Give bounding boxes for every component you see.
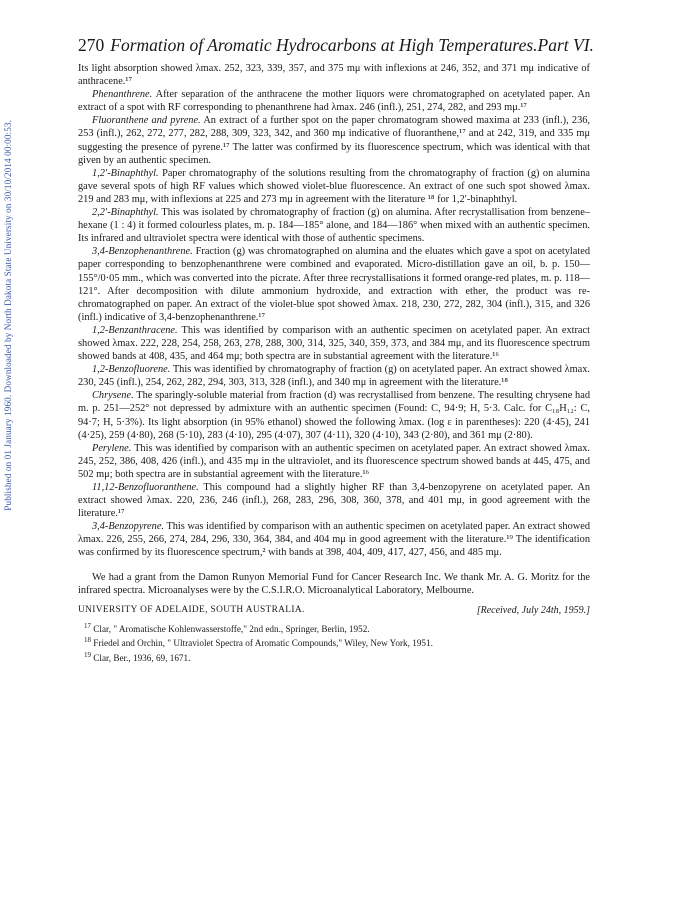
paragraph-benzofluorene: 1,2-Benzofluorene. This was identified by chromatography of fraction (g) on acetylated paper. An extract showed λmax. 230, 245 (infl.), 254, 262, 282, 294, 303, 313, 328 (infl.), and 340 mμ in agreement with the literature.¹⁸	[78, 364, 590, 389]
running-title: Formation of Aromatic Hydrocarbons at High Temperatures.	[110, 35, 538, 55]
paragraph-lead: 11,12-Benzofluoranthene.	[92, 482, 199, 493]
paragraph-anthracene-end: Its light absorption showed λmax. 252, 323, 339, 357, and 375 mμ with inflexions at 246, 352, and 371 mμ indicative of anthracene.¹⁷	[78, 63, 590, 88]
paragraph-benzophenanthrene: 3,4-Benzophenanthrene. Fraction (g) was chromatographed on alumina and the eluates which gave a spot on acetylated paper corresponding to benzophenanthrene were combined and evaporated. Micro-distillation gave an oil, b. p. 150—155°/0·05 mm., which was converted into the picrate. After three recrystallisations it formed orange-red plates, m. p. 118—121°. After decomposition with dilute ammonium hydroxide, and extraction with ether, the product was re-chromatographed on paper. An extract of the violet-blue spot showed λmax. 218, 230, 272, 282, 304 (infl.), 315, and 326 (infl.) indicative of 3,4-benzophenanthrene.¹⁷	[78, 246, 590, 323]
reference-item: $^{18}$ Friedel and Orchin, " Ultraviolet Spectra of Aromatic Compounds," Wiley, New York, 1951.	[84, 636, 433, 649]
references	[78, 621, 590, 664]
paragraph-lead: Perylene.	[92, 442, 132, 454]
paragraph-benzanthracene: 1,2-Benzanthracene. This was identified by comparison with an authentic specimen on acetylated paper. An extract showed λmax. 222, 228, 254, 258, 263, 278, 288, 300, 314, 325, 340, 359, 373, and 384 mμ, and its fluorescence spectrum showed bands at 408, 435, and 464 mμ; both spectra are in substantial agreement with the literature.¹⁶	[78, 324, 590, 363]
acknowledgement: We had a grant from the Damon Runyon Memorial Fund for Cancer Research Inc. We thank Mr. A. G. Moritz for the infrared spectra. Microanalyses were by the C.S.I.R.O. Microanalytical Laboratory, Melbourne.	[78, 571, 590, 596]
paragraph-fluoranthene-pyrene: Fluoranthene and pyrene. An extract of a further spot on the paper chromatogram showed maxima at 233 (infl.), 236, 253 (infl.), 262, 272, 277, 282, 288, 309, 323, 342, and 360 mμ indicative of fluoranthene,¹⁷ and at 242, 319, and 335 mμ suggesting the presence of pyrene.¹⁷ The latter was confirmed by its fluorescence spectrum, which was identical with that given by an authentic specimen.	[78, 115, 591, 166]
paragraph-lead: 1,2-Benzofluorene.	[92, 364, 171, 376]
affiliation-line	[78, 605, 590, 616]
page-number: 270	[78, 35, 105, 55]
paragraph-lead: 2,2′-Binaphthyl.	[92, 207, 159, 219]
paragraph-lead: Fluoranthene and pyrene.	[92, 115, 201, 127]
reference-item: $^{19}$ Clar, Ber., 1936, 69, 1671.	[84, 650, 191, 663]
reference-item: $^{17}$ Clar, " Aromatische Kohlenwasserstoffe," 2nd edn., Springer, Berlin, 1952.	[84, 621, 370, 634]
paragraph-lead: 3,4-Benzophenanthrene.	[92, 246, 193, 258]
paragraph-perylene: Perylene. This was identified by comparison with an authentic specimen on acetylated paper. An extract showed λmax. 245, 252, 386, 408, 426 (infl.), and 435 mμ in the ultraviolet, and its fluorescence spectrum showed bands at 445, 475, and 502 mμ; both spectra are in substantial agreement with the literature.¹⁶	[78, 442, 590, 480]
paragraph-12-binaphthyl: 1,2′-Binaphthyl. Paper chromatography of the solutions resulting from the chromatography of fraction (g) on alumina gave several spots of high RF values which showed violet-blue fluorescence. An extract of one such spot showed λmax. 219 and 283 mμ, with inflexions at 225 and 273 mμ in agreement with the literature ¹⁸ for 1,2′-binaphthyl.	[78, 167, 591, 205]
running-header	[78, 35, 594, 56]
paragraph-chrysene: Chrysene. The sparingly-soluble material from fraction (d) was recrystallised from benzene. The resulting chrysene had m. p. 251—252° not depressed by admixture with an authentic specimen (Found: C, 94·9; H, 5·3. Calc. for C₁₈H₁₂: C, 94·7; H, 5·3%). Its light absorption (in 95% ethanol) showed the following λmax. (log ε in parentheses): 220 (4·45), 241 (4·25), 259 (4·80), 268 (5·10), 283 (4·10), 295 (4·07), 307 (4·11), 320 (4·10), 343 (2·80), and 361 mμ (2·80).	[78, 390, 590, 441]
paragraph-lead: Phenanthrene.	[92, 89, 153, 101]
download-watermark: Published on 01 January 1960. Downloaded by North Dakota State University on 30/10/2014 00:00:53.	[3, 120, 13, 511]
paragraph-22-binaphthyl: 2,2′-Binaphthyl. This was isolated by chromatography of fraction (g) on alumina. After recrystallisation from benzene–hexane (1 : 4) it formed colourless plates, m. p. 184—185° alone, and 184—186° when mixed with an authentic specimen. Its infrared and ultraviolet spectra were identical with those of authentic specimens.	[78, 207, 590, 245]
affiliation: UNIVERSITY OF ADELAIDE, SOUTH AUSTRALIA.	[78, 604, 305, 615]
paragraph-lead: 1,2-Benzanthracene.	[92, 324, 178, 336]
paragraph-benzopyrene: 3,4-Benzopyrene. This was identified by comparison with an authentic specimen on acetylated paper. An extract showed λmax. 226, 255, 266, 274, 284, 296, 330, 364, 384, and 404 mμ in good agreement with the literature.¹⁹ The identification was confirmed by its fluorescence spectrum,² with bands at 398, 404, 409, 417, 427, 456, and 485 mμ.	[78, 521, 590, 559]
paragraph-phenanthrene: Phenanthrene. After separation of the anthracene the mother liquors were chromatographed on acetylated paper. An extract of a spot with RF corresponding to phenanthrene had λmax. 246 (infl.), 251, 274, 282, and 293 mμ.¹⁷	[78, 89, 591, 114]
received-date: [Received, July 24th, 1959.]	[476, 604, 590, 616]
paragraph-lead: 3,4-Benzopyrene.	[92, 521, 164, 533]
part-label: Part VI.	[537, 35, 594, 55]
article-body	[78, 62, 590, 560]
paragraph-benzofluoranthene: 11,12-Benzofluoranthene. This compound had a slightly higher RF than 3,4-benzopyrene on acetylated paper. An extract showed λmax. 220, 236, 246 (infl.), 268, 283, 296, 308, 360, 378, and 401 mμ, in good agreement with the literature.¹⁷	[78, 482, 590, 520]
article-page	[78, 35, 594, 664]
paragraph-lead: Chrysene.	[92, 390, 134, 402]
paragraph-lead: 1,2′-Binaphthyl.	[92, 167, 159, 179]
